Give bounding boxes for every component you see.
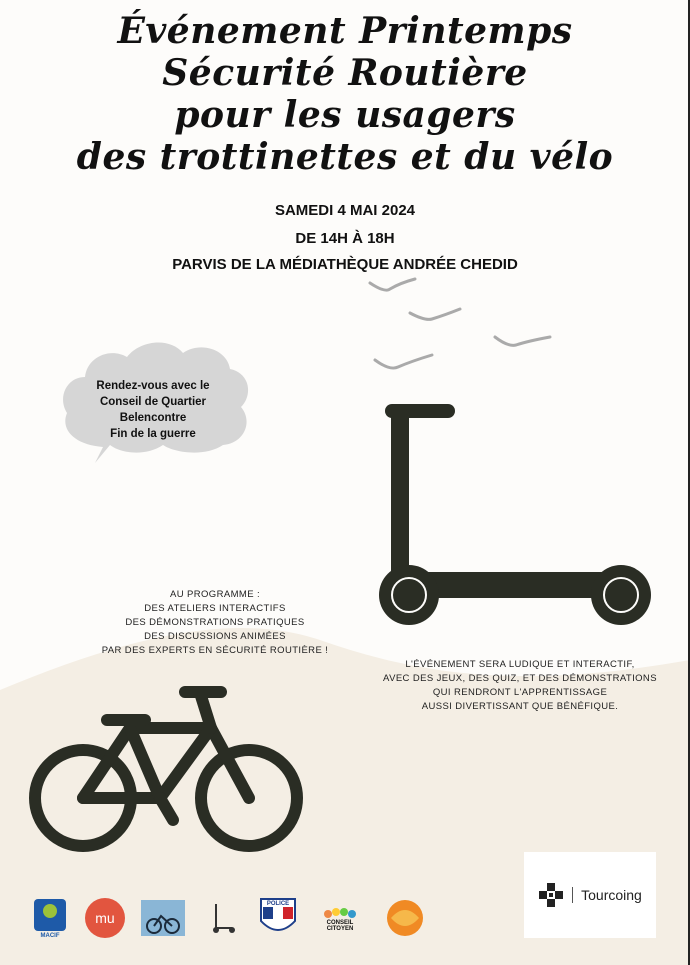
title-line-1: Événement Printemps (117, 10, 573, 52)
event-date: SAMEDI 4 MAI 2024 (274, 202, 416, 219)
tourcoing-emblem-icon (538, 882, 564, 908)
bird-icon (495, 337, 550, 345)
programme-line: DES ATELIERS INTERACTIFS (144, 603, 286, 614)
programme-block (20, 588, 410, 658)
description-line: QUI RENDRONT L'APPRENTISSAGE (432, 687, 608, 698)
bird-icon (410, 309, 460, 319)
bicycle-illustration (25, 680, 310, 860)
programme-line: AU PROGRAMME : (169, 589, 261, 600)
description-line: L'ÉVÉNEMENT SERA LUDIQUE ET INTERACTIF, (405, 659, 635, 670)
programme-line: PAR DES EXPERTS EN SÉCURITÉ ROUTIÈRE ! (101, 645, 329, 656)
svg-text:mu: mu (95, 910, 115, 926)
cloud-line: Conseil de Quartier (99, 396, 207, 408)
title-line-3: pour les usagers (174, 94, 516, 136)
description-line: AUSSI DIVERTISSANT QUE BÉNÉFIQUE. (421, 701, 619, 712)
cycling-club-logo (143, 895, 183, 941)
title-line-2: Sécurité Routière (162, 52, 528, 94)
programme-line: DES DISCUSSIONS ANIMÉES (144, 631, 286, 642)
cloud-line: Belencontre (119, 412, 187, 424)
scooter-illustration (375, 400, 660, 630)
mu-logo (85, 895, 125, 941)
tourcoing-label: Tourcoing (572, 887, 642, 903)
title-line-4: des trottinettes et du vélo (76, 136, 614, 178)
event-place: PARVIS DE LA MÉDIATHÈQUE ANDRÉE CHEDID (172, 256, 518, 273)
cloud-message (68, 378, 238, 442)
scooter-logo (202, 895, 242, 941)
event-description (370, 658, 670, 714)
bird-icon (370, 279, 415, 290)
partner-logos (30, 895, 450, 945)
cloud-line: Fin de la guerre (110, 428, 196, 440)
description-line: AVEC DES JEUX, DES QUIZ, ET DES DÉMONSTRATIONS (383, 673, 657, 684)
programme-line: DES DÉMONSTRATIONS PRATIQUES (125, 617, 305, 628)
bird-icon (375, 355, 432, 368)
cloud-line: Rendez-vous avec le (96, 380, 210, 392)
event-time: DE 14H À 18H (295, 230, 395, 247)
poster-title (0, 10, 690, 178)
police-logo: POLICE (258, 895, 298, 941)
conseil-citoyen-logo: CONSEIL CITOYEN (320, 895, 360, 941)
birds-illustration (360, 275, 560, 385)
tourcoing-logo (524, 852, 656, 938)
macif-logo: MACIF (30, 895, 70, 941)
quartier-logo (385, 895, 425, 941)
